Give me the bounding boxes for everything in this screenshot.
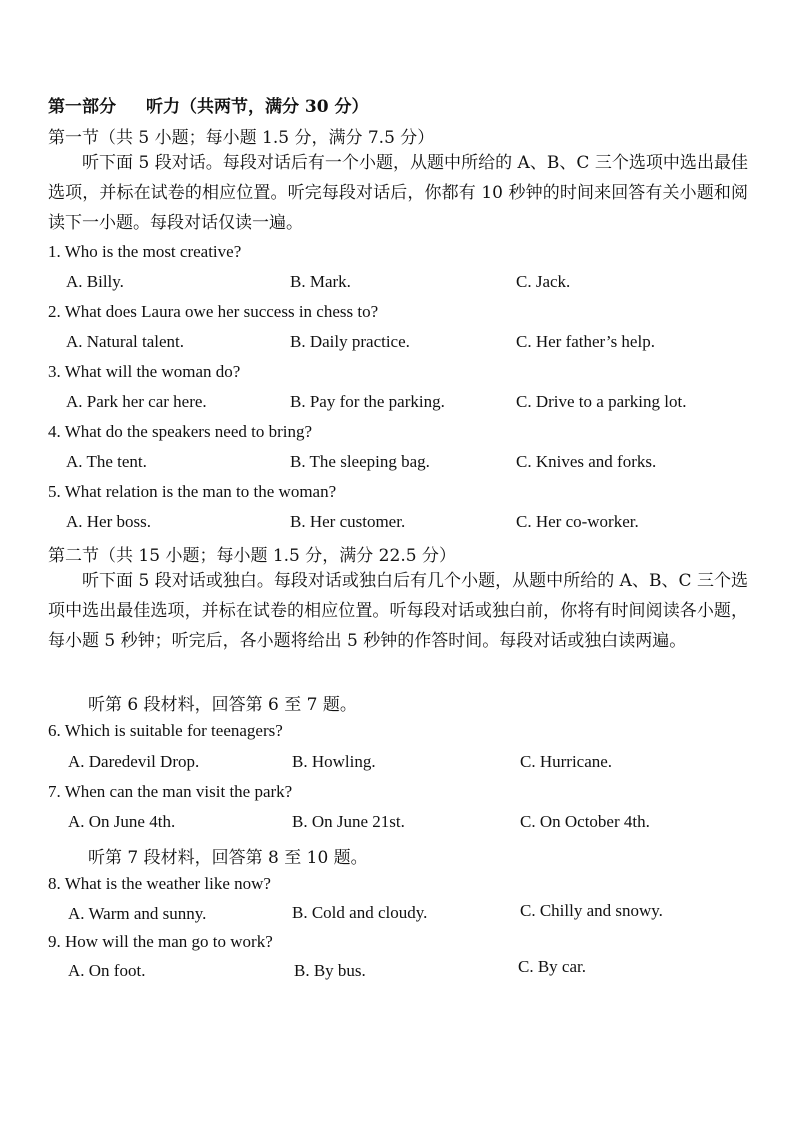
question-stem: 2. What does Laura owe her success in chess to? [48, 302, 379, 321]
question-stem: 1. Who is the most creative? [48, 242, 242, 261]
question-stem: 5. What relation is the man to the woman? [48, 482, 337, 501]
option-b: B. Daily practice. [290, 332, 410, 351]
option-b: B. Pay for the parking. [290, 392, 445, 411]
part-title: 听力（共两节，满分 30 分） [146, 97, 369, 117]
question-stem: 9. How will the man go to work? [48, 932, 273, 951]
option-b: B. The sleeping bag. [290, 452, 430, 471]
option-a: A. On foot. [68, 961, 146, 980]
option-c: C. Drive to a parking lot. [516, 392, 687, 411]
part-heading [48, 92, 369, 117]
option-a: A. Natural talent. [66, 332, 185, 351]
option-c: C. Chilly and snowy. [520, 901, 663, 920]
option-c: C. By car. [518, 957, 586, 976]
question-stem: 3. What will the woman do? [48, 362, 241, 381]
question-stem: 6. Which is suitable for teenagers? [48, 721, 283, 740]
question-stem: 8. What is the weather like now? [48, 874, 271, 893]
option-b: B. Her customer. [290, 512, 406, 531]
option-b: B. Cold and cloudy. [292, 903, 428, 922]
section1-instructions: 听下面 5 段对话。每段对话后有一个小题，从题中所给的 A、B、C 三个选项中选出最佳选项，并标在试卷的相应位置。听完每段对话后，你都有 10 秒钟的时间来回答有关小题和阅读下一小题。每段对话仅读一遍。 [48, 153, 748, 233]
option-a: A. Daredevil Drop. [68, 752, 200, 771]
part-label: 第一部分 [48, 97, 116, 117]
option-a: A. Billy. [66, 272, 124, 291]
option-a: A. Her boss. [66, 512, 151, 531]
option-a: A. On June 4th. [68, 812, 176, 831]
option-a: A. The tent. [66, 452, 147, 471]
option-b: B. By bus. [294, 961, 366, 980]
option-c: C. On October 4th. [520, 812, 650, 831]
question-stem: 4. What do the speakers need to bring? [48, 422, 313, 441]
option-b: B. Mark. [290, 272, 351, 291]
question-stem: 7. When can the man visit the park? [48, 782, 293, 801]
option-c: C. Hurricane. [520, 752, 613, 771]
option-c: C. Knives and forks. [516, 452, 657, 471]
material7-instruction: 听第 7 段材料，回答第 8 至 10 题。 [88, 848, 368, 868]
option-b: B. On June 21st. [292, 812, 405, 831]
option-b: B. Howling. [292, 752, 376, 771]
option-a: A. Park her car here. [66, 392, 207, 411]
material6-instruction: 听第 6 段材料，回答第 6 至 7 题。 [88, 695, 357, 715]
option-c: C. Her father’s help. [516, 332, 655, 351]
option-c: C. Jack. [516, 272, 571, 291]
option-a: A. Warm and sunny. [68, 904, 207, 923]
section1-title: 第一节（共 5 小题；每小题 1.5 分，满分 7.5 分） [48, 128, 435, 148]
section2-title: 第二节（共 15 小题；每小题 1.5 分，满分 22.5 分） [48, 546, 456, 566]
section2-instructions: 听下面 5 段对话或独白。每段对话或独白后有几个小题，从题中所给的 A、B、C 三个选项中选出最佳选项，并标在试卷的相应位置。听每段对话或独白前，你将有时间阅读各小题，每小题 5 秒钟；听完后，各小题将给出 5 秒钟的作答时间。每段对话或独白读两遍。 [48, 571, 748, 651]
option-c: C. Her co-worker. [516, 512, 639, 531]
